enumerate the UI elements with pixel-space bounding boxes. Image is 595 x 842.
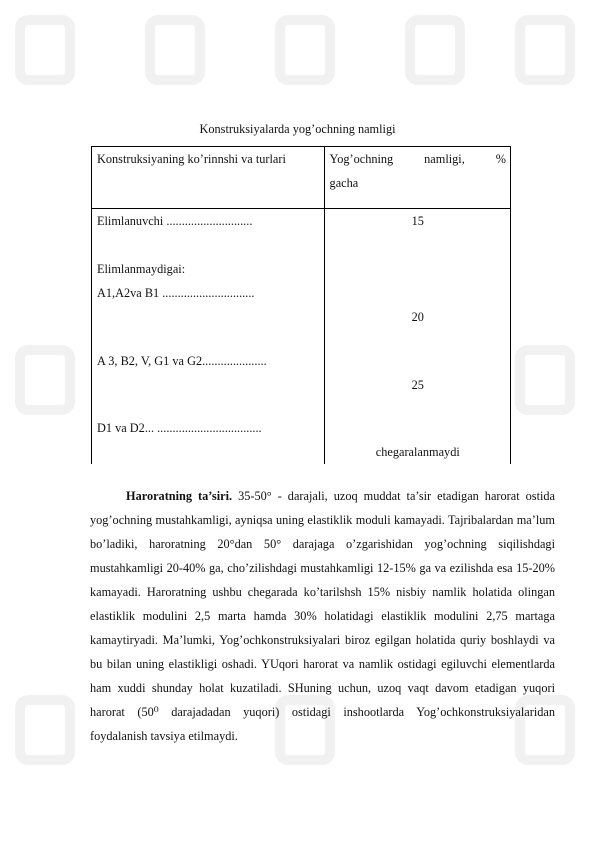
moisture-table xyxy=(91,146,511,464)
moisture-values-cell xyxy=(324,209,510,465)
row-a3-b2-v-g1-g2: A 3, B2, V, G1 va G2..................... xyxy=(97,354,267,368)
table-title: Konstruksiyalarda yog’ochning namligi xyxy=(199,122,396,136)
temperature-paragraph xyxy=(90,484,555,748)
table-header-row xyxy=(92,147,511,209)
paragraph-lead: Haroratning ta’siri. xyxy=(126,489,233,503)
header-moisture-word-2: namligi, xyxy=(424,152,465,166)
value-a3-b2-v-g1-g2: 25 xyxy=(411,378,424,392)
value-glued: 15 xyxy=(411,214,424,228)
header-moisture-word-3: % xyxy=(495,152,506,166)
value-d1-d2: chegaralanmaydi xyxy=(375,445,460,459)
table-body-row xyxy=(92,209,511,465)
value-a1-a2-b1: 20 xyxy=(411,310,424,324)
row-glued: Elimlanuvchi ............................ xyxy=(97,214,253,228)
row-not-glued: Elimlanmaydigai: xyxy=(97,262,186,276)
paragraph-text: 35-50° - darajali, uzoq muddat ta’sir etadigan harorat ostida yog’ochning mustahkamligi, ayniqsa uning elastiklik moduli kamayadi. Tajribalardan ma’lum bo’ladiki, haroratning 20°dan 50° darajaga o’zgarishidan yog’ochning siqilishdagi mustahkamligi 20-40% ga, cho’zilishdagi mustahkamligi 12-15% ga va ezilishda esa 15-20% kamayadi. Haroratning ushbu chegarada ko’tarilshsh 15% nisbiy namlik holatida olingan elastiklik modulini 2,5 marta hamda 30% holatidagi elastiklik modulini 2,75 martaga kamaytiryadi. Ma’lumki, Yog’ochkonstruksiyalari biroz egilgan holatida quriy boshlaydi va bu bilan uning elastikligi oshadi. YUqori harorat va namlik ostidagi egiluvchi elementlarda ham xuddi shunday holat kuzatiladi. SHuning uchun, uzoq vaqt davom etadigan yuqori harorat (50⁰ darajadadan yuqori) ostidagi inshootlarda Yog’ochkonstruksiyalaridan foydalanish tavsiya etilmaydi. xyxy=(90,489,556,743)
row-d1-d2: D1 va D2... .................................. xyxy=(97,421,262,435)
header-moisture xyxy=(324,147,510,209)
header-moisture-word-1: Yog’ochning xyxy=(329,152,394,166)
construction-types-cell xyxy=(92,209,325,465)
header-construction-type: Konstruksiyaning ko’rinnshi va turlari xyxy=(92,147,325,209)
header-moisture-line-2: gacha xyxy=(329,176,359,190)
row-a1-a2-b1: A1,A2va B1 .............................. xyxy=(97,286,255,300)
